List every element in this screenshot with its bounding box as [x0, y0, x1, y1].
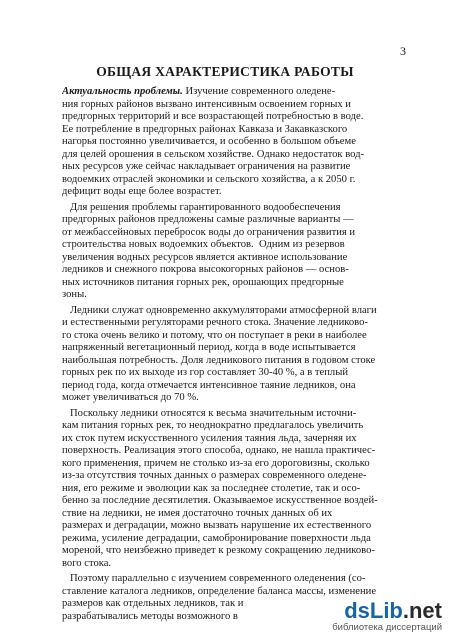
text-line: поверхность. Реализация этого способа, однако, не нашла практичес- [62, 445, 376, 456]
text-line: зоны. [62, 289, 87, 300]
text-line: может увеличиваться до 70 %. [62, 392, 199, 403]
text-line: период года, когда отмечается интенсивное таяние ледников, она [62, 379, 356, 391]
text-line: напряженный вегетационный период, когда в воде испытывается [62, 342, 356, 353]
text-line: кам питания горных рек, то неоднократно предлагалось увеличить [62, 420, 364, 431]
text-line: вого стока. [62, 557, 112, 569]
text-line-content: Изучение современного оледене- [182, 86, 336, 97]
text-line: Для решения проблемы гарантированного водообеспечения [62, 201, 341, 213]
text-line: го стока очень велико и потому, что он поступает в реки в наиболее [62, 329, 367, 341]
text-line: мореной, что неизбежно приведет к резкому сокращению ледниково- [62, 545, 375, 556]
text-line: от межбассейновых перебросок воды до ограничения развития и [62, 226, 356, 238]
lead-term: Актуальность проблемы. [62, 86, 183, 97]
text-line: предгорных районов предложены самые различные варианты — [62, 214, 354, 225]
page-title: ОБЩАЯ ХАРАКТЕРИСТИКА РАБОТЫ [96, 64, 354, 79]
text-line: Поэтому параллельно с изучением современного оледенения (со- [62, 573, 366, 584]
text-line [62, 86, 406, 99]
text-line: нагорья постоянно увеличивается, и особенно в большом объеме [62, 136, 356, 147]
text-line: наибольшая потребность. Доля ледникового питания в годовом стоке [62, 354, 376, 366]
text-line: размеров как отдельных ледников, так и [62, 598, 244, 609]
text-line: бенно за последние десятилетия. Оказываемое искусственное воздей- [62, 495, 378, 506]
text-line: режима, усиление деградации, самобронирование поверхности льда [62, 532, 371, 544]
text-line: предгорных территорий и все возрастающей потребностью в воде. [62, 111, 364, 122]
text-line: Ледники служат одновременно аккумуляторами атмосферной влаги [62, 304, 377, 316]
logo-suffix: .net [402, 598, 442, 623]
text-line: ных ресурсов уже сейчас накладывает ограничения на развитие [62, 161, 351, 172]
text-line: их сток путем искусственного усиления таяния льда, зачерняя их [62, 432, 357, 444]
text-line: ствие на ледники, не имея достаточно точных данных об их [62, 507, 333, 519]
text-line: ния, его режиме и эволюции как за последнее столетие, так и осо- [62, 482, 361, 494]
text-line: Поскольку ледники относятся к весьма значительным источни- [62, 407, 357, 419]
text-line: ных источников питания горных рек, орошающих предгорные [62, 276, 344, 288]
dslib-logo [332, 600, 442, 622]
watermark-subtitle: библиотека диссертаций [332, 622, 442, 633]
text-line: из-за отсутствия точных данных о размерах современного оледене- [62, 470, 367, 481]
text-line: кого применения, причем не столько из-за его дороговизны, сколько [62, 457, 370, 469]
text-line: дефицит воды еще более возрастет. [62, 186, 222, 197]
text-line: ставление каталога ледников, определение баланса массы, изменение [62, 585, 377, 597]
text-line: и естественными регуляторами речного стока. Значение ледниково- [62, 317, 368, 328]
text-line: размерах и деградации, можно вызвать нарушение их естественного [62, 520, 372, 531]
text-line: строительства новых водоемких объектов. Одним из резервов [62, 239, 345, 250]
text-line: водоемких отраслей экономики и сельского хозяйства, а к 2050 г. [62, 173, 356, 185]
page-number: 3 [400, 44, 406, 58]
text-line: горных рек по их выходе из гор составляет 30-40 %, а в теплый [62, 367, 348, 378]
text-line: для целей орошения в сельском хозяйстве. Однако недостаток вод- [62, 148, 365, 160]
text-line: Ее потребление в предгорных районах Кавказа и Закавказского [62, 123, 348, 135]
body-text [62, 86, 406, 623]
logo-main: dsLib [344, 598, 403, 623]
text-line: увеличения водных ресурсов является активное использование [62, 251, 348, 263]
watermark [332, 600, 442, 633]
text-line: разрабатывались методы возможного в [62, 610, 238, 622]
text-line: ледников и снежного покрова высокогорных районов — основ- [62, 264, 349, 275]
text-line: ния горных районов вызвано интенсивным освоением горных и [62, 98, 351, 110]
